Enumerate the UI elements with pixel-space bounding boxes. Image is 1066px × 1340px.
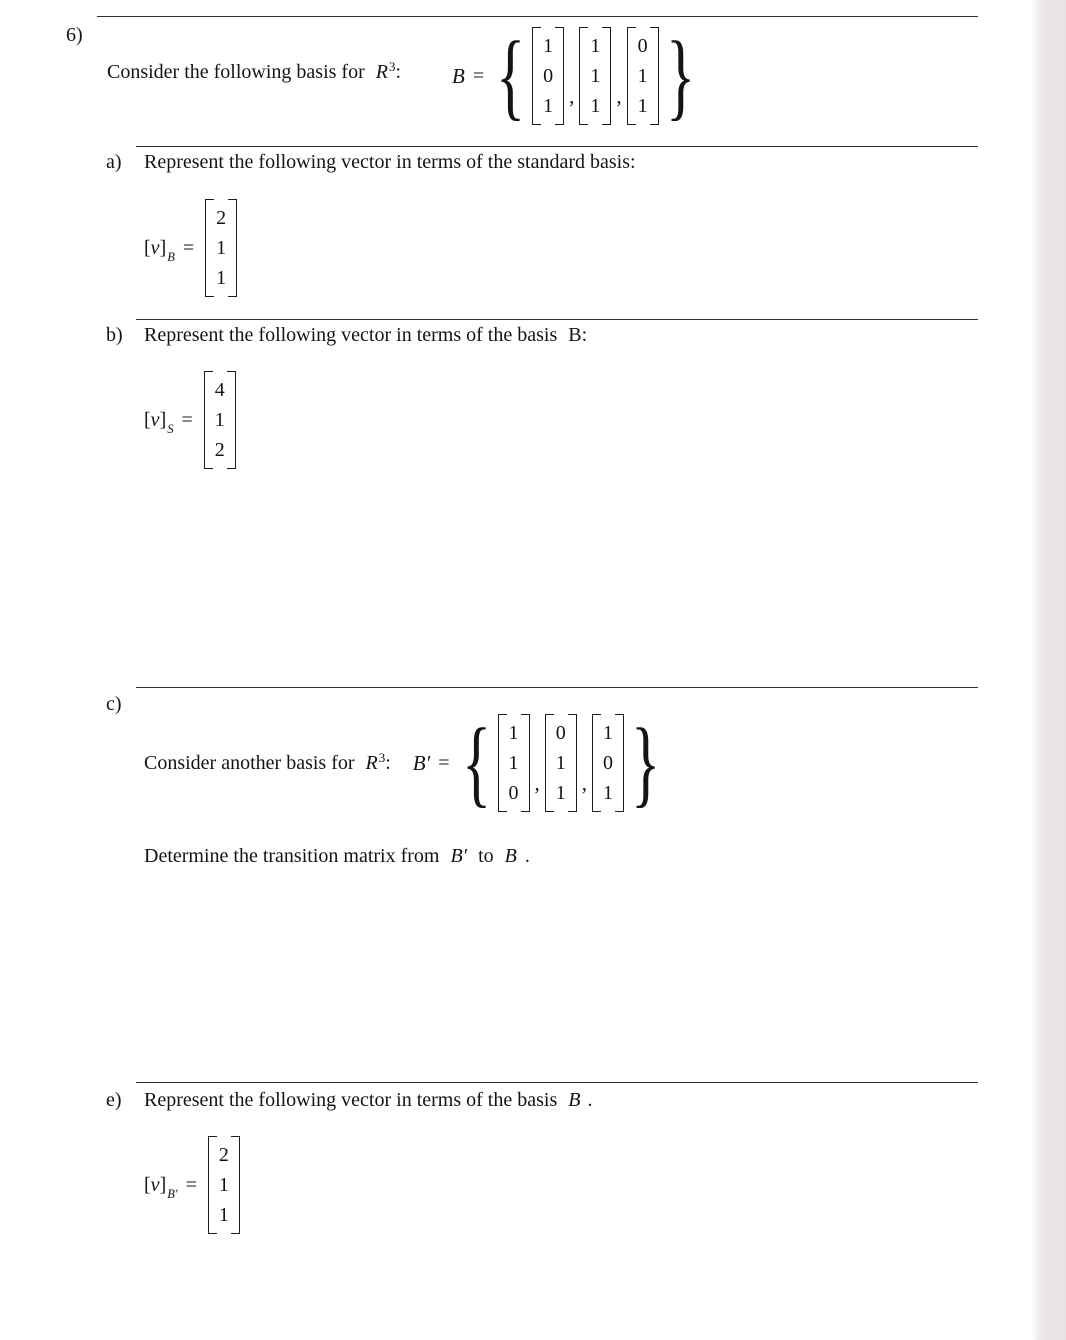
part-e-text [144, 1089, 592, 1112]
matrix-cell: 1 [590, 35, 601, 57]
math-B: B [452, 63, 465, 88]
math-B: B [568, 324, 582, 346]
part-b-text [144, 324, 587, 347]
math-R: R [375, 61, 388, 83]
math-B-prime: B′ [412, 750, 431, 775]
part-a-vector-equation [144, 199, 240, 297]
matrix-cell: 0 [637, 35, 648, 57]
math-B-prime: B′ [450, 845, 468, 867]
matrix-cell: 0 [508, 782, 519, 804]
part-a-label: a) [106, 151, 122, 173]
basis-Bprime-vector-2 [545, 714, 577, 812]
part-c-colon: : [385, 751, 391, 774]
basis-B-vector-2 [579, 27, 611, 125]
subscript-S: S [167, 421, 174, 436]
matrix-cell: 1 [214, 409, 225, 431]
left-brace: { [496, 22, 526, 130]
matrix-cell: 1 [637, 65, 648, 87]
part-e-vector-equation [144, 1136, 243, 1234]
basis-B-vector-3 [627, 27, 659, 125]
page-edge-strip [1037, 0, 1066, 1340]
section-divider-c [136, 687, 978, 688]
part-b-colon: : [581, 324, 588, 346]
bracket: ] [159, 236, 167, 259]
part-b-text-pre: Represent the following vector in terms of the basis [144, 324, 558, 346]
determine-text: Determine the transition matrix from [144, 845, 440, 867]
section-divider-top [97, 16, 978, 17]
intro-sentence [107, 61, 401, 84]
section-divider-a [136, 146, 978, 147]
part-c-sentence [144, 749, 391, 775]
matrix-cell: 1 [508, 752, 519, 774]
basis-B-definition [452, 24, 699, 128]
part-e-vector [208, 1136, 240, 1234]
left-brace: { [461, 709, 491, 817]
period: . [587, 1089, 593, 1111]
bracket: [ [144, 1173, 151, 1196]
part-a-text: Represent the following vector in terms of the standard basis: [144, 151, 636, 173]
right-brace: } [665, 22, 695, 130]
vector-separator-comma: , [581, 770, 588, 795]
matrix-cell: 1 [218, 1174, 229, 1196]
matrix-cell: 1 [216, 267, 227, 289]
part-c-text: Consider another basis for [144, 751, 355, 774]
matrix-cell: 2 [218, 1144, 229, 1166]
matrix-cell: 1 [603, 782, 614, 804]
coord-vector-label [144, 1173, 178, 1201]
equals-sign: = [181, 408, 193, 431]
section-divider-b [136, 319, 978, 320]
math-R-exponent: 3 [388, 59, 396, 74]
matrix-cell: 1 [218, 1204, 229, 1226]
matrix-cell: 0 [555, 722, 566, 744]
equals-sign: = [472, 64, 485, 87]
bracket: ] [159, 1173, 167, 1196]
part-c-label: c) [106, 693, 122, 715]
intro-text: Consider the following basis for [107, 61, 365, 83]
vector-separator-comma: , [616, 83, 622, 108]
math-R: R [365, 751, 378, 774]
matrix-cell: 1 [603, 722, 614, 744]
matrix-cell: 1 [543, 35, 554, 57]
coord-vector-label [144, 236, 175, 264]
basis-Bprime-vector-1 [498, 714, 530, 812]
math-R-exponent: 3 [378, 749, 386, 765]
part-b-vector [204, 371, 236, 469]
matrix-cell: 0 [603, 752, 614, 774]
part-b-label: b) [106, 324, 123, 346]
vector-separator-comma: , [569, 83, 575, 108]
subscript-B-prime: B′ [167, 1186, 178, 1201]
to-word: to [478, 845, 494, 867]
math-B: B [504, 845, 517, 867]
part-e-label: e) [106, 1089, 122, 1111]
basis-Bprime-vector-3 [592, 714, 624, 812]
part-b-vector-equation [144, 371, 239, 469]
math-B: B [568, 1089, 581, 1111]
right-brace: } [630, 709, 661, 817]
math-v: v [150, 408, 160, 431]
equals-sign: = [182, 236, 195, 259]
matrix-cell: 1 [555, 752, 566, 774]
matrix-cell: 1 [590, 65, 601, 87]
bracket: [ [144, 408, 151, 431]
part-a-vector [205, 199, 237, 297]
matrix-cell: 2 [216, 207, 227, 229]
matrix-cell: 1 [508, 722, 519, 744]
coord-vector-label [144, 408, 174, 436]
matrix-cell: 1 [216, 237, 227, 259]
basis-B-vector-1 [532, 27, 564, 125]
part-c-determine-text [144, 845, 530, 868]
problem-number: 6) [66, 24, 83, 46]
matrix-cell: 4 [214, 379, 225, 401]
matrix-cell: 1 [555, 782, 566, 804]
bracket: ] [159, 408, 167, 431]
matrix-cell: 1 [543, 95, 554, 117]
subscript-B: B [167, 249, 175, 264]
intro-colon: : [395, 61, 402, 83]
equals-sign: = [185, 1173, 197, 1196]
equals-sign: = [438, 751, 450, 774]
bracket: [ [144, 236, 151, 259]
part-e-text-pre: Represent the following vector in terms of the basis [144, 1089, 558, 1111]
matrix-cell: 1 [637, 95, 648, 117]
math-v: v [150, 236, 160, 259]
matrix-cell: 1 [590, 95, 601, 117]
math-v: v [150, 1173, 160, 1196]
matrix-cell: 0 [543, 65, 554, 87]
part-c-basis-definition [144, 710, 664, 816]
matrix-cell: 2 [214, 439, 225, 461]
vector-separator-comma: , [534, 770, 540, 795]
section-divider-e [136, 1082, 978, 1083]
period: . [524, 845, 530, 867]
